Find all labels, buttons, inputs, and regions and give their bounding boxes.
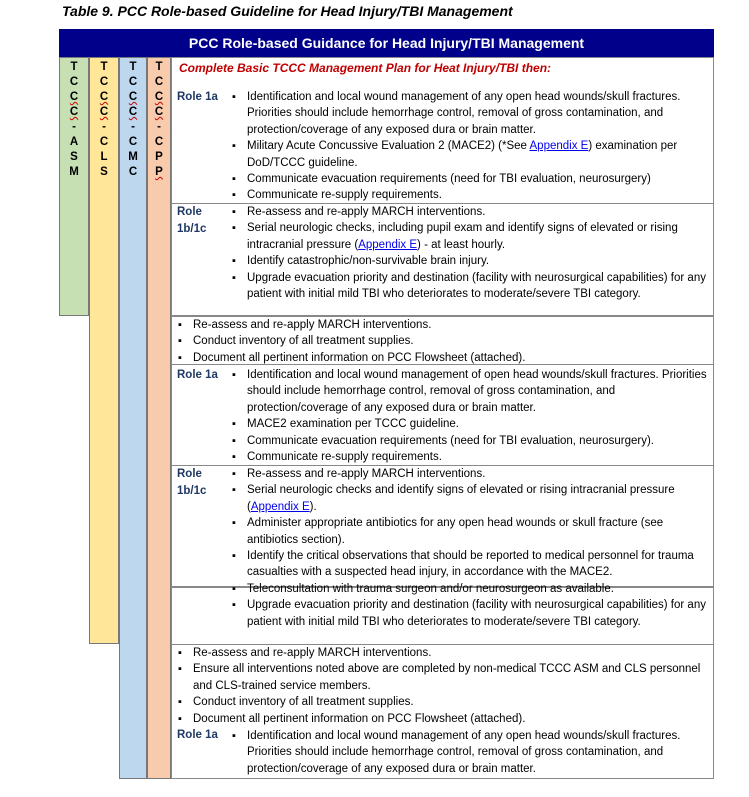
- list-item: ▪ Identify catastrophic/non-survivable brain injury.: [232, 253, 707, 269]
- list-item: ▪ Upgrade evacuation priority and destination (facility with neurosurgical capabilities) for any patient with initial mild TBI who deteriorates to moderate/severe TBI category.: [232, 270, 707, 303]
- appendix-e-link[interactable]: Appendix E: [358, 238, 418, 251]
- list-item: ▪ Conduct inventory of all treatment supplies.: [178, 694, 708, 710]
- column-tccc-asm: T C C C - A S M: [59, 57, 89, 316]
- column-tccc-cmc: T C C C - C M C: [119, 57, 147, 779]
- list-item: ▪ MACE2 examination per TCCC guideline.: [232, 416, 707, 432]
- list-item: ▪ Serial neurologic checks and identify signs of elevated or rising intracranial pressure (Appendix E).: [232, 482, 707, 515]
- role-1a-label: Role 1a: [177, 91, 218, 103]
- column-tccc-cpp: T C C C - C P P: [147, 57, 171, 779]
- role-1a-label: Role 1a: [177, 729, 218, 741]
- list-item: ▪ Communicate evacuation requirements (need for TBI evaluation, neurosurgery).: [232, 433, 707, 449]
- appendix-e-link[interactable]: Appendix E: [250, 500, 310, 513]
- section3-role1a-list: [232, 728, 707, 777]
- list-item: ▪ Identification and local wound management of any open head wounds/skull fractures. Priorities should include hemorrhage control, removal of gross contamination, and protection/coverage of any exposed dura or brain matter.: [232, 728, 707, 777]
- appendix-e-link[interactable]: Appendix E: [529, 140, 589, 153]
- list-item: ▪ Re-assess and re-apply MARCH interventions.: [232, 466, 707, 482]
- section2-role1a-list: [232, 367, 707, 465]
- list-item: ▪ Re-assess and re-apply MARCH interventions.: [178, 317, 708, 333]
- list-item: ▪ Identify the critical observations that should be reported to medical personnel for trauma casualties with a suspected head injury, in accordance with the MACE2.: [232, 548, 707, 581]
- list-item: ▪ Ensure all interventions noted above are completed by non-medical TCCC ASM and CLS personnel and CLS-trained service members.: [178, 661, 708, 694]
- section2-role1b-list: [232, 466, 707, 630]
- list-item: ▪ Re-assess and re-apply MARCH interventions.: [232, 204, 707, 220]
- list-item: ▪ Communicate evacuation requirements (need for TBI evaluation, neurosurgery): [232, 171, 707, 187]
- list-item: ▪ Upgrade evacuation priority and destination (facility with neurosurgical capabilities) for any patient with initial mild TBI who deteriorates to moderate/severe TBI category.: [232, 597, 707, 630]
- list-item: ▪ Military Acute Concussive Evaluation 2 (MACE2) (*See Appendix E) examination per DoD/TCCC guideline.: [232, 138, 707, 171]
- section1-role1a-list: [232, 89, 707, 204]
- section3-general-list: [178, 645, 708, 727]
- section1-role1b-list: [232, 204, 707, 302]
- section2-general-list: [178, 317, 708, 366]
- column-tccc-cls: T C C C - C L S: [89, 57, 119, 644]
- list-item: ▪ Administer appropriate antibiotics for any open head wounds or skull fracture (see antibiotics section).: [232, 515, 707, 548]
- list-item: ▪ Teleconsultation with trauma surgeon and/or neurosurgeon as available.: [232, 581, 707, 597]
- list-item: ▪ Communicate re-supply requirements.: [232, 449, 707, 465]
- table-header: PCC Role-based Guidance for Head Injury/TBI Management: [59, 29, 714, 57]
- list-item: ▪ Conduct inventory of all treatment supplies.: [178, 333, 708, 349]
- table-caption: Table 9. PCC Role-based Guideline for Head Injury/TBI Management: [62, 3, 513, 19]
- list-item: ▪ Identification and local wound management of any open head wounds/skull fractures. Priorities should include hemorrhage control, removal of gross contamination, and protection/coverage of any exposed dura or brain matter.: [232, 89, 707, 138]
- list-item: ▪ Communicate re-supply requirements.: [232, 187, 707, 203]
- role-1a-label: Role 1a: [177, 369, 218, 381]
- list-item: ▪ Identification and local wound management of open head wounds/skull fractures. Priorities should include hemorrhage control, removal of gross contamination, and protection/coverage of any exposed dura or brain matter.: [232, 367, 707, 416]
- list-item: ▪ Serial neurologic checks, including pupil exam and identify signs of elevated or rising intracranial pressure (Appendix E) - at least hourly.: [232, 220, 707, 253]
- role-1b-label: Role 1b/1c: [177, 468, 207, 497]
- intro-text: Complete Basic TCCC Management Plan for Heat Injury/TBI then:: [179, 61, 552, 75]
- list-item: ▪ Document all pertinent information on PCC Flowsheet (attached).: [178, 350, 708, 366]
- list-item: ▪ Re-assess and re-apply MARCH interventions.: [178, 645, 708, 661]
- role-1b-label: Role 1b/1c: [177, 206, 207, 235]
- list-item: ▪ Document all pertinent information on PCC Flowsheet (attached).: [178, 711, 708, 727]
